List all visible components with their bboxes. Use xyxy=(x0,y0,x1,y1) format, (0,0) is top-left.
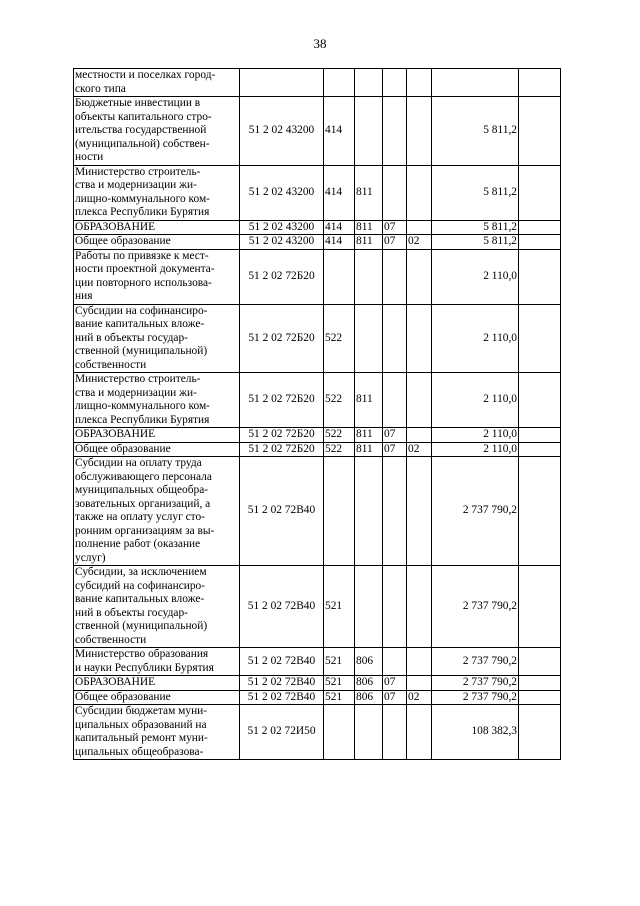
subsection-code-cell xyxy=(407,304,432,373)
row-name-line: собственности xyxy=(75,358,147,371)
table-row xyxy=(74,304,561,373)
row-name-line: ственной (муниципальной) xyxy=(75,620,208,632)
subsection-code-cell xyxy=(407,648,432,676)
row-name-cell xyxy=(74,165,240,220)
section-code-cell xyxy=(383,249,407,304)
row-name-line: (муниципальной) собствен- xyxy=(75,137,210,150)
table-row xyxy=(74,249,561,304)
amount-cell: 2 110,0 xyxy=(432,442,519,457)
row-name-cell xyxy=(74,428,240,443)
section-code-cell: 07 xyxy=(383,220,407,235)
section-code-cell xyxy=(383,69,407,97)
row-name-line: Субсидии, за исключением xyxy=(75,566,207,578)
row-name-line: ства и модернизации жи- xyxy=(75,179,197,191)
expense-type-cell: 414 xyxy=(324,165,355,220)
row-name-line: ципальных образований на xyxy=(75,718,207,731)
table-row xyxy=(74,648,561,676)
ministry-code-cell xyxy=(355,705,383,760)
extra-cell xyxy=(519,690,561,705)
row-name-line: вание капитальных вложе- xyxy=(75,318,205,330)
table-row xyxy=(74,676,561,691)
page-number: 38 xyxy=(313,36,327,51)
section-code-cell xyxy=(383,648,407,676)
extra-cell xyxy=(519,165,561,220)
subsection-code-cell xyxy=(407,249,432,304)
target-code-cell: 51 2 02 72Б20 xyxy=(240,304,324,373)
target-code-cell: 51 2 02 43200 xyxy=(240,97,324,166)
table-row xyxy=(74,373,561,428)
row-name-cell xyxy=(74,676,240,691)
extra-cell xyxy=(519,220,561,235)
amount-cell: 2 737 790,2 xyxy=(432,566,519,648)
row-name-line: ОБРАЗОВАНИЕ xyxy=(75,676,156,688)
row-name-line: зовательных организаций, а xyxy=(75,497,211,510)
section-code-cell xyxy=(383,373,407,428)
subsection-code-cell xyxy=(407,373,432,428)
ministry-code-cell xyxy=(355,97,383,166)
ministry-code-cell xyxy=(355,457,383,566)
amount-cell: 2 110,0 xyxy=(432,249,519,304)
target-code-cell: 51 2 02 72Б20 xyxy=(240,428,324,443)
subsection-code-cell xyxy=(407,428,432,443)
subsection-code-cell: 02 xyxy=(407,235,432,250)
row-name-cell xyxy=(74,457,240,566)
row-name-line: Субсидии на оплату труда xyxy=(75,457,202,469)
target-code-cell: 51 2 02 72Б20 xyxy=(240,442,324,457)
section-code-cell xyxy=(383,705,407,760)
extra-cell xyxy=(519,428,561,443)
row-name-line: Общее образование xyxy=(75,235,171,247)
row-name-line: ского типа xyxy=(75,82,126,95)
section-code-cell: 07 xyxy=(383,428,407,443)
subsection-code-cell xyxy=(407,457,432,566)
target-code-cell: 51 2 02 43200 xyxy=(240,220,324,235)
table-row xyxy=(74,428,561,443)
extra-cell xyxy=(519,304,561,373)
ministry-code-cell: 806 xyxy=(355,676,383,691)
expense-type-cell xyxy=(324,457,355,566)
ministry-code-cell xyxy=(355,566,383,648)
row-name-line: Министерство строитель- xyxy=(75,373,201,385)
expense-type-cell: 521 xyxy=(324,676,355,691)
table-row xyxy=(74,457,561,566)
table-row xyxy=(74,566,561,648)
row-name-line: Бюджетные инвестиции в xyxy=(75,97,201,109)
subsection-code-cell xyxy=(407,165,432,220)
row-name-line: ний в объекты государ- xyxy=(75,606,188,619)
table-row xyxy=(74,69,561,97)
amount-cell: 5 811,2 xyxy=(432,97,519,166)
target-code-cell: 51 2 02 43200 xyxy=(240,165,324,220)
ministry-code-cell: 811 xyxy=(355,165,383,220)
extra-cell xyxy=(519,676,561,691)
subsection-code-cell xyxy=(407,69,432,97)
subsection-code-cell xyxy=(407,97,432,166)
row-name-cell xyxy=(74,249,240,304)
row-name-line: плекса Республики Бурятия xyxy=(75,206,210,218)
section-code-cell xyxy=(383,566,407,648)
ministry-code-cell: 811 xyxy=(355,373,383,428)
budget-table xyxy=(73,68,561,760)
section-code-cell xyxy=(383,97,407,166)
subsection-code-cell xyxy=(407,705,432,760)
row-name-cell xyxy=(74,566,240,648)
ministry-code-cell xyxy=(355,249,383,304)
section-code-cell: 07 xyxy=(383,690,407,705)
row-name-line: также на оплату услуг сто- xyxy=(75,511,205,523)
ministry-code-cell: 811 xyxy=(355,220,383,235)
row-name-line: Субсидии на софинансиро- xyxy=(75,304,208,317)
row-name-line: ния xyxy=(75,290,93,302)
row-name-line: ронним организациям за вы- xyxy=(75,524,215,537)
expense-type-cell: 522 xyxy=(324,428,355,443)
row-name-line: объекты капитального стро- xyxy=(75,110,212,123)
amount-cell: 2 110,0 xyxy=(432,373,519,428)
row-name-line: собственности xyxy=(75,633,147,646)
section-code-cell: 07 xyxy=(383,235,407,250)
row-name-line: Общее образование xyxy=(75,442,171,455)
amount-cell: 2 110,0 xyxy=(432,428,519,443)
row-name-line: Министерство строитель- xyxy=(75,165,201,178)
amount-cell: 2 737 790,2 xyxy=(432,676,519,691)
row-name-cell xyxy=(74,304,240,373)
subsection-code-cell xyxy=(407,220,432,235)
subsection-code-cell: 02 xyxy=(407,442,432,457)
row-name-line: плекса Республики Бурятия xyxy=(75,413,210,426)
section-code-cell: 07 xyxy=(383,442,407,457)
table-row xyxy=(74,235,561,250)
row-name-line: Министерство образования xyxy=(75,648,209,660)
amount-cell: 2 737 790,2 xyxy=(432,690,519,705)
section-code-cell xyxy=(383,457,407,566)
amount-cell: 5 811,2 xyxy=(432,165,519,220)
extra-cell xyxy=(519,705,561,760)
row-name-line: ности xyxy=(75,151,104,163)
row-name-cell xyxy=(74,235,240,250)
target-code-cell: 51 2 02 43200 xyxy=(240,235,324,250)
amount-cell: 5 811,2 xyxy=(432,235,519,250)
row-name-cell xyxy=(74,220,240,235)
expense-type-cell: 521 xyxy=(324,566,355,648)
row-name-cell xyxy=(74,705,240,760)
row-name-line: обслуживающего персонала xyxy=(75,470,212,483)
row-name-cell xyxy=(74,97,240,166)
row-name-line: ний в объекты государ- xyxy=(75,331,188,344)
expense-type-cell xyxy=(324,249,355,304)
target-code-cell: 51 2 02 72Б20 xyxy=(240,373,324,428)
row-name-line: муниципальных общеобра- xyxy=(75,484,209,496)
row-name-line: услуг) xyxy=(75,551,106,564)
target-code-cell: 51 2 02 72В40 xyxy=(240,457,324,566)
extra-cell xyxy=(519,97,561,166)
target-code-cell: 51 2 02 72И50 xyxy=(240,705,324,760)
target-code-cell: 51 2 02 72В40 xyxy=(240,690,324,705)
row-name-line: ности проектной документа- xyxy=(75,263,215,275)
expense-type-cell: 521 xyxy=(324,648,355,676)
extra-cell xyxy=(519,566,561,648)
expense-type-cell: 414 xyxy=(324,97,355,166)
row-name-line: Работы по привязке к мест- xyxy=(75,249,209,262)
row-name-line: полнение работ (оказание xyxy=(75,538,201,550)
section-code-cell xyxy=(383,165,407,220)
ministry-code-cell xyxy=(355,304,383,373)
expense-type-cell: 522 xyxy=(324,373,355,428)
extra-cell xyxy=(519,442,561,457)
extra-cell xyxy=(519,235,561,250)
section-code-cell: 07 xyxy=(383,676,407,691)
amount-cell: 2 737 790,2 xyxy=(432,457,519,566)
subsection-code-cell xyxy=(407,676,432,691)
row-name-line: Общее образование xyxy=(75,690,171,703)
section-code-cell xyxy=(383,304,407,373)
row-name-line: субсидий на софинансиро- xyxy=(75,579,206,592)
expense-type-cell: 414 xyxy=(324,220,355,235)
ministry-code-cell: 806 xyxy=(355,648,383,676)
amount-cell xyxy=(432,69,519,97)
ministry-code-cell: 806 xyxy=(355,690,383,705)
table-row xyxy=(74,690,561,705)
table-row xyxy=(74,165,561,220)
row-name-cell xyxy=(74,442,240,457)
row-name-cell xyxy=(74,69,240,97)
row-name-line: и науки Республики Бурятия xyxy=(75,661,214,674)
expense-type-cell: 522 xyxy=(324,442,355,457)
row-name-line: ительства государственной xyxy=(75,124,207,136)
extra-cell xyxy=(519,69,561,97)
ministry-code-cell xyxy=(355,69,383,97)
extra-cell xyxy=(519,457,561,566)
row-name-line: ципальных общеобразова- xyxy=(75,745,204,758)
row-name-line: ции повторного использова- xyxy=(75,276,212,289)
row-name-line: лищно-коммунального ком- xyxy=(75,400,210,412)
target-code-cell: 51 2 02 72В40 xyxy=(240,566,324,648)
row-name-line: капитальный ремонт муни- xyxy=(75,732,208,744)
table-row xyxy=(74,705,561,760)
row-name-line: ства и модернизации жи- xyxy=(75,386,197,399)
extra-cell xyxy=(519,249,561,304)
row-name-cell xyxy=(74,690,240,705)
row-name-line: ственной (муниципальной) xyxy=(75,345,208,357)
table-row xyxy=(74,220,561,235)
row-name-cell xyxy=(74,648,240,676)
expense-type-cell: 522 xyxy=(324,304,355,373)
table-body xyxy=(74,69,561,760)
ministry-code-cell: 811 xyxy=(355,235,383,250)
amount-cell: 5 811,2 xyxy=(432,220,519,235)
row-name-cell xyxy=(74,373,240,428)
expense-type-cell: 414 xyxy=(324,235,355,250)
target-code-cell: 51 2 02 72В40 xyxy=(240,676,324,691)
amount-cell: 2 110,0 xyxy=(432,304,519,373)
subsection-code-cell xyxy=(407,566,432,648)
row-name-line: ОБРАЗОВАНИЕ xyxy=(75,428,156,440)
expense-type-cell xyxy=(324,705,355,760)
row-name-line: вание капитальных вложе- xyxy=(75,593,205,605)
expense-type-cell: 521 xyxy=(324,690,355,705)
extra-cell xyxy=(519,373,561,428)
subsection-code-cell: 02 xyxy=(407,690,432,705)
amount-cell: 108 382,3 xyxy=(432,705,519,760)
table-row xyxy=(74,97,561,166)
row-name-line: местности и поселках город- xyxy=(75,69,216,81)
ministry-code-cell: 811 xyxy=(355,442,383,457)
extra-cell xyxy=(519,648,561,676)
row-name-line: Субсидии бюджетам муни- xyxy=(75,705,208,717)
target-code-cell: 51 2 02 72В40 xyxy=(240,648,324,676)
table-row xyxy=(74,442,561,457)
target-code-cell: 51 2 02 72Б20 xyxy=(240,249,324,304)
expense-type-cell xyxy=(324,69,355,97)
target-code-cell xyxy=(240,69,324,97)
ministry-code-cell: 811 xyxy=(355,428,383,443)
row-name-line: лищно-коммунального ком- xyxy=(75,192,210,205)
amount-cell: 2 737 790,2 xyxy=(432,648,519,676)
row-name-line: ОБРАЗОВАНИЕ xyxy=(75,220,156,233)
